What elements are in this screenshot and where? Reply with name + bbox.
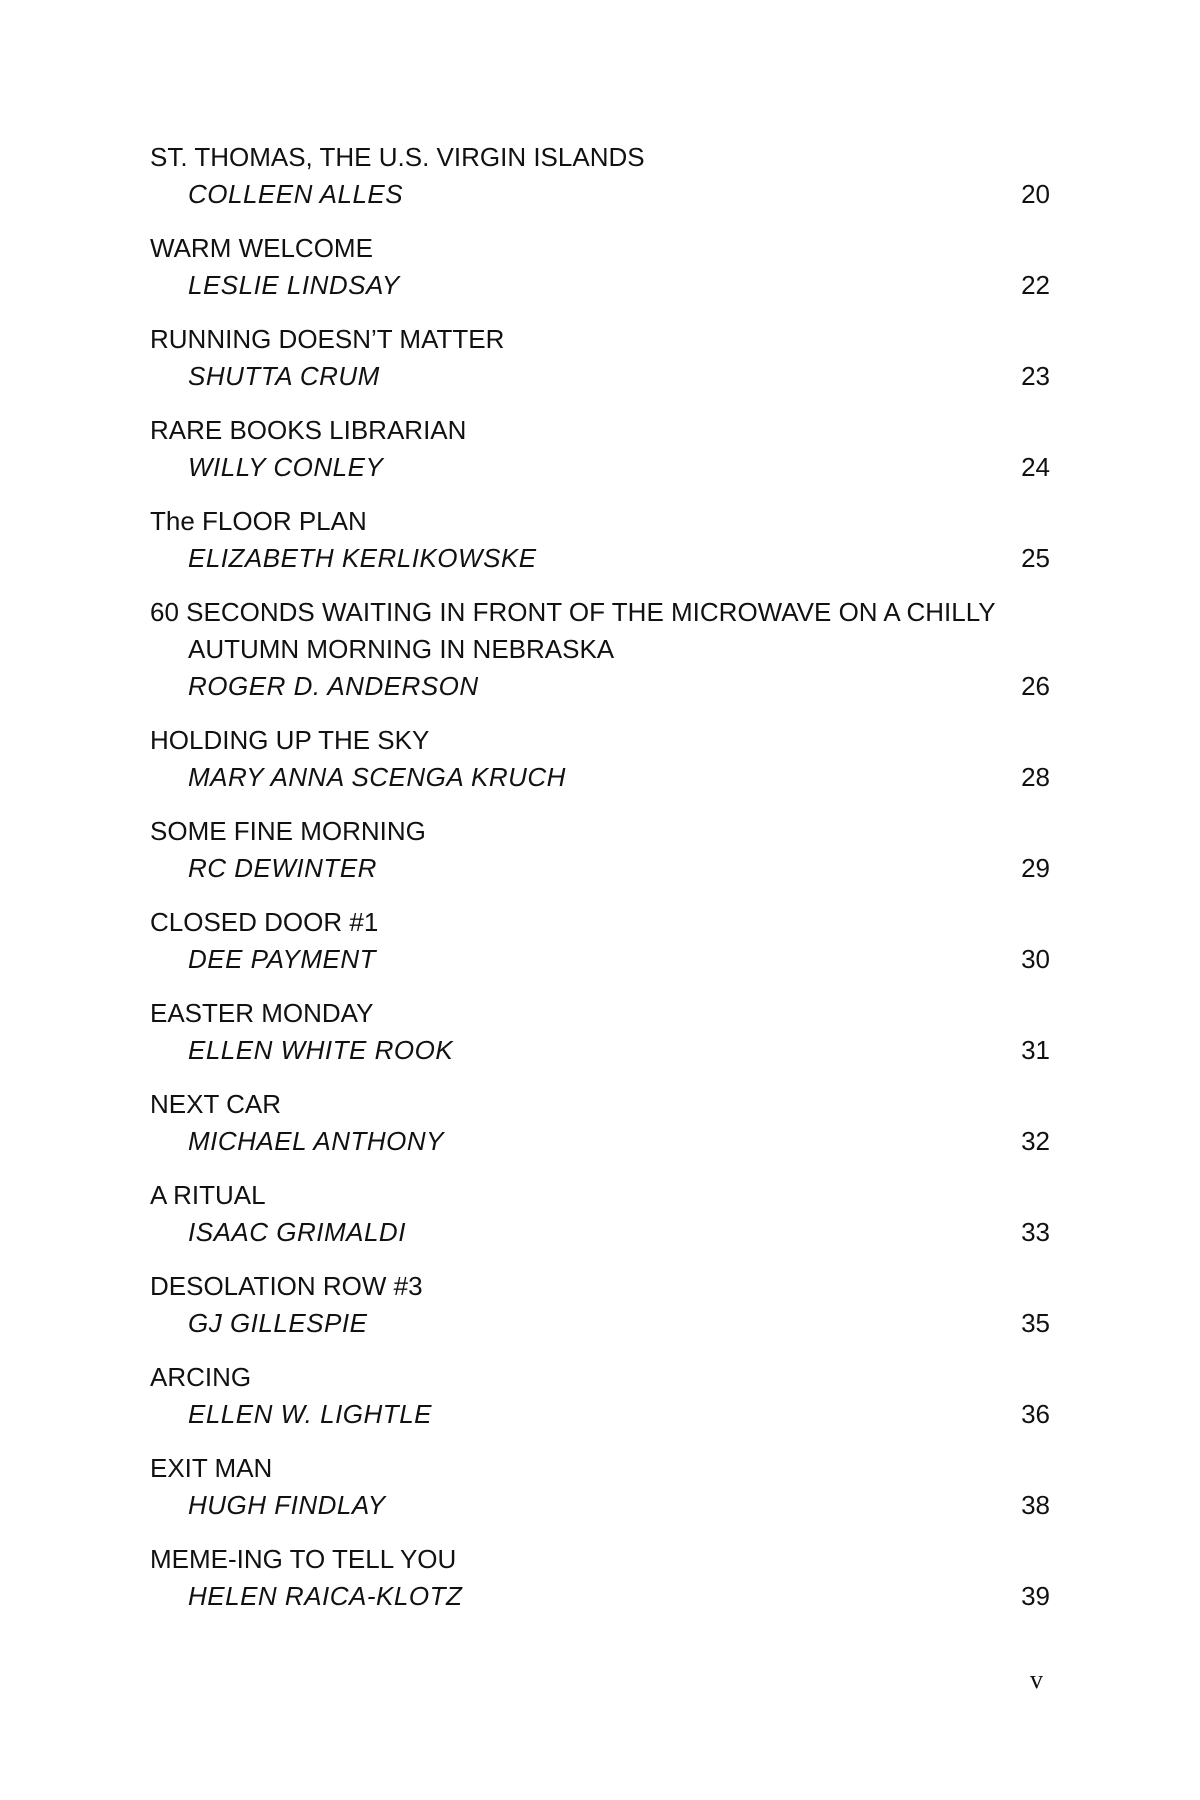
toc-entry-author-row (150, 1305, 1050, 1342)
toc-entry-title: RUNNING DOESN’T MATTER (150, 324, 505, 354)
toc-entry-page-number: 31 (1021, 1035, 1050, 1065)
toc-entry-page-number: 32 (1021, 1126, 1050, 1156)
toc-entry-author: SHUTTA CRUM (188, 361, 380, 391)
toc-entry-author: COLLEEN ALLES (188, 179, 404, 209)
toc-entry-author-row (150, 1032, 1050, 1069)
toc-entry-page-number: 33 (1021, 1217, 1050, 1247)
toc-entry-author-row (150, 668, 1050, 705)
toc-entry-author: HUGH FINDLAY (188, 1490, 386, 1520)
toc-entry-author: WILLY CONLEY (188, 452, 384, 482)
toc-entry-page-number: 20 (1021, 179, 1050, 209)
toc-entry (150, 722, 1050, 796)
toc-entry-title: DESOLATION ROW #3 (150, 1271, 423, 1301)
toc-entry-author-row (150, 941, 1050, 978)
toc-entry-page-number: 24 (1021, 452, 1050, 482)
toc-entry-author-row (150, 759, 1050, 796)
toc-entry-page-number: 23 (1021, 361, 1050, 391)
toc-entry-author-row (150, 449, 1050, 486)
toc-entry-author: ISAAC GRIMALDI (188, 1217, 406, 1247)
toc-entry-author: MARY ANNA SCENGA KRUCH (188, 762, 566, 792)
toc-entry-title: A RITUAL (150, 1180, 266, 1210)
toc-entry-title: NEXT CAR (150, 1089, 281, 1119)
toc-entry (150, 813, 1050, 887)
table-of-contents (150, 139, 1050, 1632)
toc-entry (150, 1268, 1050, 1342)
toc-entry-author-row (150, 1578, 1050, 1615)
toc-entry-author-row (150, 176, 1050, 213)
toc-entry-title: HOLDING UP THE SKY (150, 725, 430, 755)
toc-entry-author-row (150, 1487, 1050, 1524)
toc-entry-author-row (150, 1396, 1050, 1433)
toc-entry-author: LESLIE LINDSAY (188, 270, 400, 300)
toc-entry (150, 412, 1050, 486)
toc-entry (150, 1177, 1050, 1251)
toc-entry (150, 230, 1050, 304)
toc-entry-author-row (150, 267, 1050, 304)
toc-entry-page-number: 28 (1021, 762, 1050, 792)
toc-entry-author: ELLEN W. LIGHTLE (188, 1399, 432, 1429)
toc-entry-page-number: 22 (1021, 270, 1050, 300)
toc-entry-title: ARCING (150, 1362, 252, 1392)
toc-entry (150, 503, 1050, 577)
toc-entry-title: RARE BOOKS LIBRARIAN (150, 415, 467, 445)
toc-entry (150, 1086, 1050, 1160)
toc-entry-author-row (150, 358, 1050, 395)
toc-entry (150, 321, 1050, 395)
toc-entry-title: The FLOOR PLAN (150, 506, 367, 536)
toc-entry-author: GJ GILLESPIE (188, 1308, 368, 1338)
toc-entry-author-row (150, 850, 1050, 887)
toc-entry-title: WARM WELCOME (150, 233, 373, 263)
toc-entry (150, 139, 1050, 213)
toc-entry-page-number: 35 (1021, 1308, 1050, 1338)
toc-entry-author: ELIZABETH KERLIKOWSKE (188, 543, 537, 573)
toc-entry-page-number: 30 (1021, 944, 1050, 974)
toc-entry (150, 1450, 1050, 1524)
toc-entry-author: RC DEWINTER (188, 853, 377, 883)
toc-entry-title: AUTUMN MORNING IN NEBRASKA (188, 634, 615, 664)
toc-entry-title: SOME FINE MORNING (150, 816, 426, 846)
toc-entry-page-number: 25 (1021, 543, 1050, 573)
toc-entry-author: ELLEN WHITE ROOK (188, 1035, 454, 1065)
toc-entry-author: ROGER D. ANDERSON (188, 671, 479, 701)
toc-entry-page-number: 36 (1021, 1399, 1050, 1429)
toc-entry (150, 1541, 1050, 1615)
toc-entry-title: CLOSED DOOR #1 (150, 907, 379, 937)
toc-entry-author-row (150, 1214, 1050, 1251)
toc-entry-page-number: 39 (1021, 1581, 1050, 1611)
toc-entry (150, 594, 1050, 705)
toc-entry-author-row (150, 540, 1050, 577)
toc-entry-author: HELEN RAICA-KLOTZ (188, 1581, 463, 1611)
toc-entry-author: DEE PAYMENT (188, 944, 377, 974)
toc-entry (150, 995, 1050, 1069)
toc-entry-title: EXIT MAN (150, 1453, 273, 1483)
toc-entry (150, 904, 1050, 978)
toc-entry-page-number: 26 (1021, 671, 1050, 701)
toc-entry-title: MEME-ING TO TELL YOU (150, 1544, 457, 1574)
page-folio: v (1030, 1665, 1043, 1694)
toc-entry (150, 1359, 1050, 1433)
toc-entry-title: 60 SECONDS WAITING IN FRONT OF THE MICROWAVE ON A CHILLY (150, 597, 996, 627)
toc-entry-author: MICHAEL ANTHONY (188, 1126, 444, 1156)
toc-entry-title: EASTER MONDAY (150, 998, 374, 1028)
toc-entry-title: ST. THOMAS, THE U.S. VIRGIN ISLANDS (150, 142, 645, 172)
toc-entry-author-row (150, 1123, 1050, 1160)
toc-entry-page-number: 29 (1021, 853, 1050, 883)
toc-entry-page-number: 38 (1021, 1490, 1050, 1520)
